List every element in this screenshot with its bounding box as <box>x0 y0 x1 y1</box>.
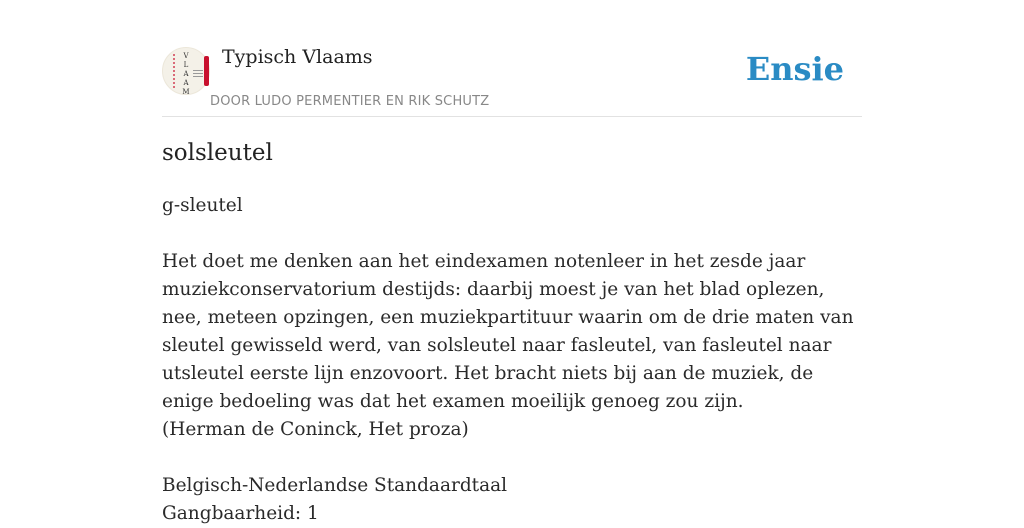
entry-card <box>162 0 862 524</box>
blog-title-link[interactable]: Typisch Vlaams <box>222 46 373 68</box>
paragraph-gap <box>162 444 862 472</box>
blog-logo-icon[interactable] <box>162 47 210 95</box>
logo-decoration <box>173 54 175 88</box>
logo-letters: V L A A M <box>182 52 190 96</box>
entry-language: Belgisch-Nederlandse Standaardtaal <box>162 475 508 496</box>
entry-quote-source: (Herman de Coninck, Het proza) <box>162 419 469 440</box>
entry-usage: Gangbaarheid: 1 <box>162 503 319 524</box>
entry-definition: g-sleutel <box>162 195 243 216</box>
blog-authors: DOOR LUDO PERMENTIER EN RIK SCHUTZ <box>210 94 490 109</box>
entry-title: solsleutel <box>162 140 273 166</box>
blog-header <box>162 0 862 117</box>
ensie-brand-logo[interactable]: Ensie <box>745 50 844 88</box>
logo-text-lines <box>193 70 203 78</box>
paragraph-gap <box>162 220 862 248</box>
logo-red-bar <box>204 56 209 86</box>
entry-content <box>162 192 862 528</box>
entry-quote: Het doet me denken aan het eindexamen notenleer in het zesde jaar muziekconservatorium destijds: daarbij moest je van het blad oplezen, nee, meteen opzingen, een muziekpartituur waarin om de drie maten van sleutel gewisseld werd, van solsleutel naar fasleutel, van fasleutel naar utsleutel eerste lijn enzovoort. Het bracht niets bij aan de muziek, de enige bedoeling was dat het examen moeilijk genoeg zou zijn. <box>162 251 854 412</box>
